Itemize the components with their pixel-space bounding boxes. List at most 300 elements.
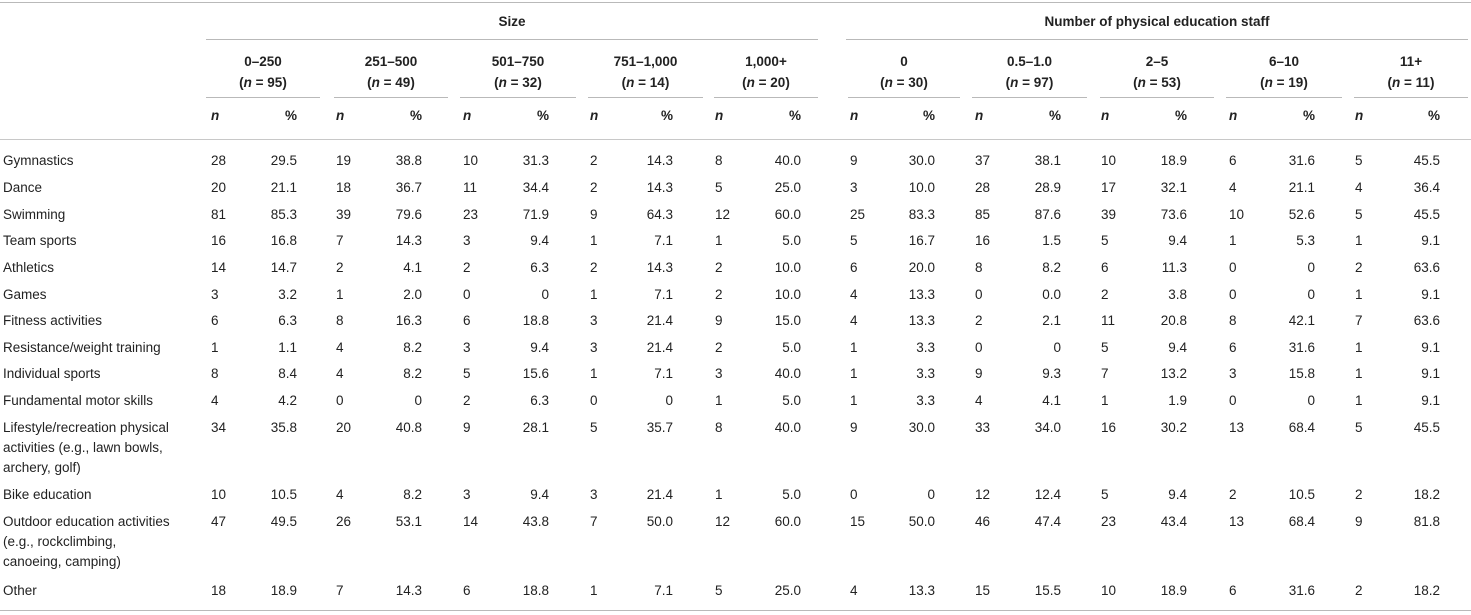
row-label-line: Lifestyle/recreation physical — [3, 420, 169, 435]
cell-percent: 14.3 — [395, 583, 422, 598]
subheader-percent: % — [1048, 108, 1061, 123]
cell-percent: 63.6 — [1413, 260, 1440, 275]
count-part: ) — [1303, 75, 1308, 90]
cell-n: 8 — [1229, 313, 1237, 328]
count-part: ) — [410, 75, 415, 90]
cell-n: 15 — [850, 514, 866, 529]
cell-n: 2 — [715, 287, 723, 302]
cell-n: 1 — [1355, 340, 1363, 355]
count-part: 14 — [649, 75, 665, 90]
cell-percent: 60.0 — [774, 207, 801, 222]
count-part: n — [1137, 75, 1146, 90]
cell-n: 3 — [1229, 366, 1237, 381]
cell-percent: 3.2 — [278, 287, 297, 302]
cell-percent: 50.0 — [646, 514, 673, 529]
row-label: Athletics — [3, 260, 55, 275]
cell-n: 0 — [590, 393, 598, 408]
cell-n: 2 — [590, 153, 598, 168]
cell-n: 3 — [590, 313, 598, 328]
cell-percent: 9.3 — [1042, 366, 1061, 381]
cell-percent: 10.0 — [774, 260, 801, 275]
cell-percent: 83.3 — [908, 207, 935, 222]
cell-n: 6 — [1229, 340, 1237, 355]
subheader-percent: % — [1302, 108, 1315, 123]
count-part: ( — [742, 75, 747, 90]
cell-n: 13 — [1229, 514, 1245, 529]
cell-percent: 1.9 — [1168, 393, 1187, 408]
cell-percent: 25.0 — [774, 583, 801, 598]
cell-percent: 45.5 — [1413, 207, 1440, 222]
column-header-count — [972, 72, 1087, 93]
count-part: ( — [367, 75, 372, 90]
subheader-percent: % — [1174, 108, 1187, 123]
cell-n: 6 — [850, 260, 858, 275]
cell-percent: 9.4 — [1168, 340, 1187, 355]
cell-percent: 10.5 — [270, 487, 297, 502]
cell-percent: 45.5 — [1413, 153, 1440, 168]
cell-n: 5 — [1101, 233, 1109, 248]
cell-n: 8 — [336, 313, 344, 328]
cell-percent: 9.4 — [1168, 487, 1187, 502]
cell-n: 7 — [336, 233, 344, 248]
cell-percent: 36.7 — [395, 180, 422, 195]
cell-n: 3 — [850, 180, 858, 195]
subheader-n: n — [211, 108, 220, 123]
cell-n: 17 — [1101, 180, 1117, 195]
subheader-percent: % — [1427, 108, 1440, 123]
cell-percent: 20.0 — [908, 260, 935, 275]
cell-percent: 73.6 — [1160, 207, 1187, 222]
cell-n: 4 — [211, 393, 219, 408]
subheader-percent: % — [409, 108, 422, 123]
cell-percent: 8.2 — [403, 487, 422, 502]
cell-n: 7 — [1355, 313, 1363, 328]
cell-n: 1 — [715, 487, 723, 502]
cell-percent: 15.0 — [774, 313, 801, 328]
row-label: Fundamental motor skills — [3, 393, 154, 408]
cell-n: 14 — [463, 514, 479, 529]
count-part: = — [754, 75, 771, 90]
cell-n: 1 — [590, 287, 598, 302]
cell-n: 2 — [975, 313, 983, 328]
count-part: n — [243, 75, 252, 90]
cell-percent: 20.8 — [1160, 313, 1187, 328]
cell-percent: 40.0 — [774, 420, 801, 435]
cell-n: 11 — [1101, 313, 1116, 328]
subheader-percent: % — [284, 108, 297, 123]
cell-percent: 7.1 — [654, 583, 673, 598]
cell-n: 7 — [590, 514, 598, 529]
column-header-count — [460, 72, 576, 93]
cell-percent: 0 — [665, 393, 673, 408]
cell-n: 0 — [975, 287, 983, 302]
cell-percent: 0 — [541, 287, 549, 302]
cell-n: 5 — [715, 180, 723, 195]
cell-percent: 5.3 — [1296, 233, 1315, 248]
cell-percent: 13.3 — [908, 583, 935, 598]
cell-percent: 0 — [927, 487, 935, 502]
cell-percent: 31.6 — [1288, 583, 1315, 598]
cell-percent: 9.1 — [1421, 233, 1440, 248]
group-rule-size — [206, 39, 818, 40]
cell-percent: 53.1 — [395, 514, 422, 529]
cell-n: 37 — [975, 153, 991, 168]
cell-percent: 87.6 — [1034, 207, 1061, 222]
subheader-n: n — [1101, 108, 1110, 123]
cell-percent: 6.3 — [530, 260, 549, 275]
group-header-size: Size — [498, 14, 526, 29]
cell-n: 5 — [1355, 153, 1363, 168]
cell-n: 6 — [211, 313, 219, 328]
cell-n: 28 — [211, 153, 227, 168]
cell-n: 10 — [211, 487, 227, 502]
cell-n: 4 — [850, 287, 858, 302]
cell-n: 47 — [211, 514, 227, 529]
cell-percent: 45.5 — [1413, 420, 1440, 435]
cell-n: 33 — [975, 420, 991, 435]
top-rule — [0, 2, 1471, 3]
cell-percent: 35.7 — [646, 420, 673, 435]
cell-percent: 14.3 — [646, 260, 673, 275]
cell-n: 23 — [463, 207, 479, 222]
subheader-percent: % — [922, 108, 935, 123]
cell-percent: 47.4 — [1034, 514, 1061, 529]
cell-n: 5 — [1355, 420, 1363, 435]
count-part: = — [892, 75, 909, 90]
cell-percent: 10.5 — [1288, 487, 1315, 502]
cell-percent: 28.9 — [1034, 180, 1061, 195]
column-header — [848, 51, 960, 93]
cell-percent: 30.0 — [908, 153, 935, 168]
cell-percent: 8.2 — [403, 366, 422, 381]
cell-percent: 10.0 — [908, 180, 935, 195]
column-rule — [972, 97, 1087, 98]
cell-percent: 0 — [1307, 287, 1315, 302]
cell-n: 1 — [1355, 287, 1363, 302]
cell-percent: 40.0 — [774, 366, 801, 381]
subheader-n: n — [1355, 108, 1364, 123]
count-part: 19 — [1288, 75, 1304, 90]
cell-percent: 18.2 — [1413, 487, 1440, 502]
row-label-line: (e.g., rockclimbing, — [3, 534, 117, 549]
column-rule — [334, 97, 448, 98]
cell-n: 18 — [211, 583, 227, 598]
count-part: 11 — [1415, 75, 1430, 90]
cell-percent: 42.1 — [1288, 313, 1315, 328]
subheader-percent: % — [788, 108, 801, 123]
row-label-line: activities (e.g., lawn bowls, — [3, 440, 163, 455]
group-header-staff: Number of physical education staff — [1044, 14, 1270, 29]
cell-percent: 2.0 — [403, 287, 422, 302]
cell-n: 6 — [1229, 153, 1237, 168]
cell-n: 3 — [590, 340, 598, 355]
column-rule — [1354, 97, 1468, 98]
count-part: n — [626, 75, 635, 90]
cell-n: 9 — [463, 420, 471, 435]
cell-n: 9 — [975, 366, 983, 381]
cell-n: 4 — [336, 487, 344, 502]
cell-percent: 9.4 — [530, 233, 549, 248]
cell-n: 4 — [975, 393, 983, 408]
cell-percent: 15.6 — [522, 366, 549, 381]
cell-n: 10 — [1101, 153, 1117, 168]
cell-percent: 4.1 — [1042, 393, 1061, 408]
cell-n: 10 — [1229, 207, 1245, 222]
cell-n: 16 — [1101, 420, 1117, 435]
cell-percent: 6.3 — [278, 313, 297, 328]
cell-n: 2 — [715, 260, 723, 275]
cell-percent: 18.8 — [522, 583, 549, 598]
cell-n: 12 — [715, 207, 731, 222]
row-label: Fitness activities — [3, 313, 103, 328]
subheader-n: n — [463, 108, 472, 123]
cell-percent: 21.1 — [270, 180, 297, 195]
subheader-n: n — [590, 108, 599, 123]
row-label-line: canoeing, camping) — [3, 554, 121, 569]
cell-n: 10 — [1101, 583, 1117, 598]
cell-percent: 3.3 — [916, 393, 935, 408]
cell-percent: 9.4 — [1168, 233, 1187, 248]
cell-n: 9 — [590, 207, 598, 222]
count-part: ) — [664, 75, 670, 90]
cell-percent: 18.9 — [1160, 583, 1187, 598]
row-label-line: archery, golf) — [3, 460, 81, 475]
column-header-count — [334, 72, 448, 93]
column-header-label: 6–10 — [1268, 54, 1300, 69]
cell-percent: 68.4 — [1288, 420, 1315, 435]
cell-percent: 63.6 — [1413, 313, 1440, 328]
cell-n: 1 — [850, 340, 858, 355]
cell-percent: 0 — [1307, 393, 1315, 408]
column-header-label: 251–500 — [364, 54, 418, 69]
cell-percent: 14.3 — [646, 153, 673, 168]
cell-percent: 13.3 — [908, 313, 935, 328]
cell-n: 34 — [211, 420, 227, 435]
column-rule — [460, 97, 576, 98]
column-rule — [848, 97, 960, 98]
cell-n: 4 — [850, 583, 858, 598]
cell-percent: 43.4 — [1160, 514, 1187, 529]
cell-n: 1 — [1355, 366, 1363, 381]
count-part: ( — [1005, 75, 1011, 90]
cell-n: 1 — [211, 340, 219, 355]
count-part: ) — [282, 75, 287, 90]
cell-n: 39 — [336, 207, 352, 222]
cell-n: 6 — [463, 583, 471, 598]
count-part: ( — [880, 75, 885, 90]
cell-percent: 60.0 — [774, 514, 801, 529]
cell-percent: 79.6 — [395, 207, 422, 222]
cell-n: 2 — [463, 393, 471, 408]
column-header-label: 2–5 — [1145, 54, 1169, 69]
header-rule — [0, 139, 1471, 140]
row-label: Resistance/weight training — [3, 340, 161, 355]
column-rule — [588, 97, 703, 98]
cell-percent: 21.4 — [646, 340, 673, 355]
column-rule — [714, 97, 818, 98]
cell-percent: 16.3 — [395, 313, 422, 328]
row-label: Other — [3, 583, 37, 598]
cell-percent: 9.1 — [1421, 287, 1440, 302]
row-label: Dance — [3, 180, 43, 195]
cell-n: 85 — [975, 207, 991, 222]
cell-n: 5 — [1101, 487, 1109, 502]
cell-percent: 9.1 — [1421, 340, 1440, 355]
cell-n: 1 — [590, 366, 598, 381]
cell-n: 6 — [463, 313, 471, 328]
cell-n: 15 — [975, 583, 991, 598]
cell-percent: 4.1 — [403, 260, 422, 275]
cell-percent: 0.0 — [1042, 287, 1061, 302]
cell-n: 5 — [1101, 340, 1109, 355]
cell-percent: 35.8 — [270, 420, 297, 435]
cell-n: 2 — [336, 260, 344, 275]
column-header — [1100, 51, 1214, 93]
cell-percent: 0 — [414, 393, 422, 408]
cell-percent: 14.7 — [270, 260, 297, 275]
cell-n: 0 — [1229, 393, 1237, 408]
count-part: 97 — [1033, 75, 1049, 90]
column-rule — [206, 97, 320, 98]
cell-percent: 3.3 — [916, 340, 935, 355]
cell-percent: 4.2 — [278, 393, 297, 408]
cell-n: 2 — [463, 260, 471, 275]
cell-n: 1 — [590, 233, 598, 248]
count-part: ( — [621, 75, 627, 90]
cell-n: 0 — [1229, 287, 1237, 302]
cell-percent: 0 — [1053, 340, 1061, 355]
column-header-count — [714, 72, 818, 93]
subheader-percent: % — [660, 108, 673, 123]
cell-percent: 25.0 — [774, 180, 801, 195]
cell-percent: 7.1 — [654, 366, 673, 381]
cell-n: 7 — [1101, 366, 1109, 381]
row-label: Gymnastics — [3, 153, 74, 168]
cell-n: 8 — [715, 153, 723, 168]
cell-n: 8 — [975, 260, 983, 275]
count-part: n — [746, 75, 755, 90]
count-part: ) — [1176, 75, 1181, 90]
cell-n: 1 — [715, 233, 723, 248]
column-header-label: 0–250 — [244, 54, 282, 69]
count-part: 49 — [395, 75, 411, 90]
count-part: ) — [785, 75, 790, 90]
cell-n: 13 — [1229, 420, 1245, 435]
cell-n: 1 — [715, 393, 723, 408]
cell-percent: 14.3 — [646, 180, 673, 195]
count-part: ) — [1048, 75, 1054, 90]
cell-n: 2 — [1355, 260, 1363, 275]
cell-percent: 21.4 — [646, 313, 673, 328]
cell-percent: 31.6 — [1288, 340, 1315, 355]
cell-n: 3 — [463, 487, 471, 502]
count-part: 53 — [1161, 75, 1177, 90]
count-part: n — [1392, 75, 1401, 90]
column-header — [972, 51, 1087, 93]
subheader-n: n — [1229, 108, 1238, 123]
cell-n: 25 — [850, 207, 866, 222]
cell-percent: 9.1 — [1421, 393, 1440, 408]
cell-n: 26 — [336, 514, 352, 529]
cell-n: 2 — [1355, 487, 1363, 502]
cell-percent: 18.9 — [1160, 153, 1187, 168]
cell-n: 8 — [211, 366, 219, 381]
cell-percent: 7.1 — [654, 233, 673, 248]
cell-n: 3 — [715, 366, 723, 381]
cell-n: 10 — [463, 153, 479, 168]
group-rule-staff — [846, 39, 1468, 40]
column-header — [206, 51, 320, 93]
subheader-percent: % — [536, 108, 549, 123]
cell-percent: 8.2 — [1042, 260, 1061, 275]
column-header-label: 0.5–1.0 — [1006, 54, 1053, 69]
cell-percent: 11.3 — [1161, 260, 1187, 275]
cell-n: 5 — [590, 420, 598, 435]
cell-n: 28 — [975, 180, 991, 195]
cell-n: 2 — [590, 260, 598, 275]
count-part: n — [371, 75, 380, 90]
cell-n: 1 — [850, 366, 858, 381]
cell-percent: 71.9 — [522, 207, 549, 222]
cell-percent: 49.5 — [270, 514, 297, 529]
row-label-line: Outdoor education activities — [3, 514, 170, 529]
cell-n: 12 — [715, 514, 731, 529]
row-label: Swimming — [3, 207, 66, 222]
column-header — [1226, 51, 1342, 93]
cell-percent: 81.8 — [1413, 514, 1440, 529]
cell-n: 1 — [1229, 233, 1237, 248]
cell-n: 0 — [975, 340, 983, 355]
column-header — [460, 51, 576, 93]
cell-percent: 64.3 — [646, 207, 673, 222]
cell-percent: 34.0 — [1034, 420, 1061, 435]
cell-n: 3 — [211, 287, 219, 302]
cell-n: 12 — [975, 487, 991, 502]
subheader-n: n — [850, 108, 859, 123]
cell-percent: 3.3 — [916, 366, 935, 381]
subheader-n: n — [336, 108, 345, 123]
count-part: 32 — [522, 75, 538, 90]
cell-percent: 13.3 — [908, 287, 935, 302]
count-part: = — [1400, 75, 1416, 90]
cell-n: 46 — [975, 514, 991, 529]
count-part: = — [379, 75, 396, 90]
row-label: Individual sports — [3, 366, 101, 381]
column-header-label: 751–1,000 — [613, 54, 678, 69]
row-label: Games — [3, 287, 47, 302]
cell-percent: 50.0 — [908, 514, 935, 529]
cell-n: 5 — [463, 366, 471, 381]
cell-n: 1 — [1355, 233, 1363, 248]
cell-percent: 1.1 — [278, 340, 297, 355]
cell-n: 1 — [590, 583, 598, 598]
cell-n: 4 — [1229, 180, 1237, 195]
cell-n: 6 — [1229, 583, 1237, 598]
cell-percent: 36.4 — [1413, 180, 1440, 195]
cell-percent: 13.2 — [1160, 366, 1187, 381]
count-part: n — [1264, 75, 1273, 90]
cell-n: 0 — [1229, 260, 1237, 275]
cell-n: 2 — [1229, 487, 1237, 502]
count-part: = — [634, 75, 650, 90]
cell-n: 3 — [590, 487, 598, 502]
cell-percent: 3.8 — [1168, 287, 1187, 302]
cell-percent: 16.7 — [908, 233, 935, 248]
cell-percent: 1.5 — [1042, 233, 1061, 248]
count-part: n — [884, 75, 893, 90]
column-header-count — [588, 72, 703, 93]
cell-percent: 15.8 — [1288, 366, 1315, 381]
